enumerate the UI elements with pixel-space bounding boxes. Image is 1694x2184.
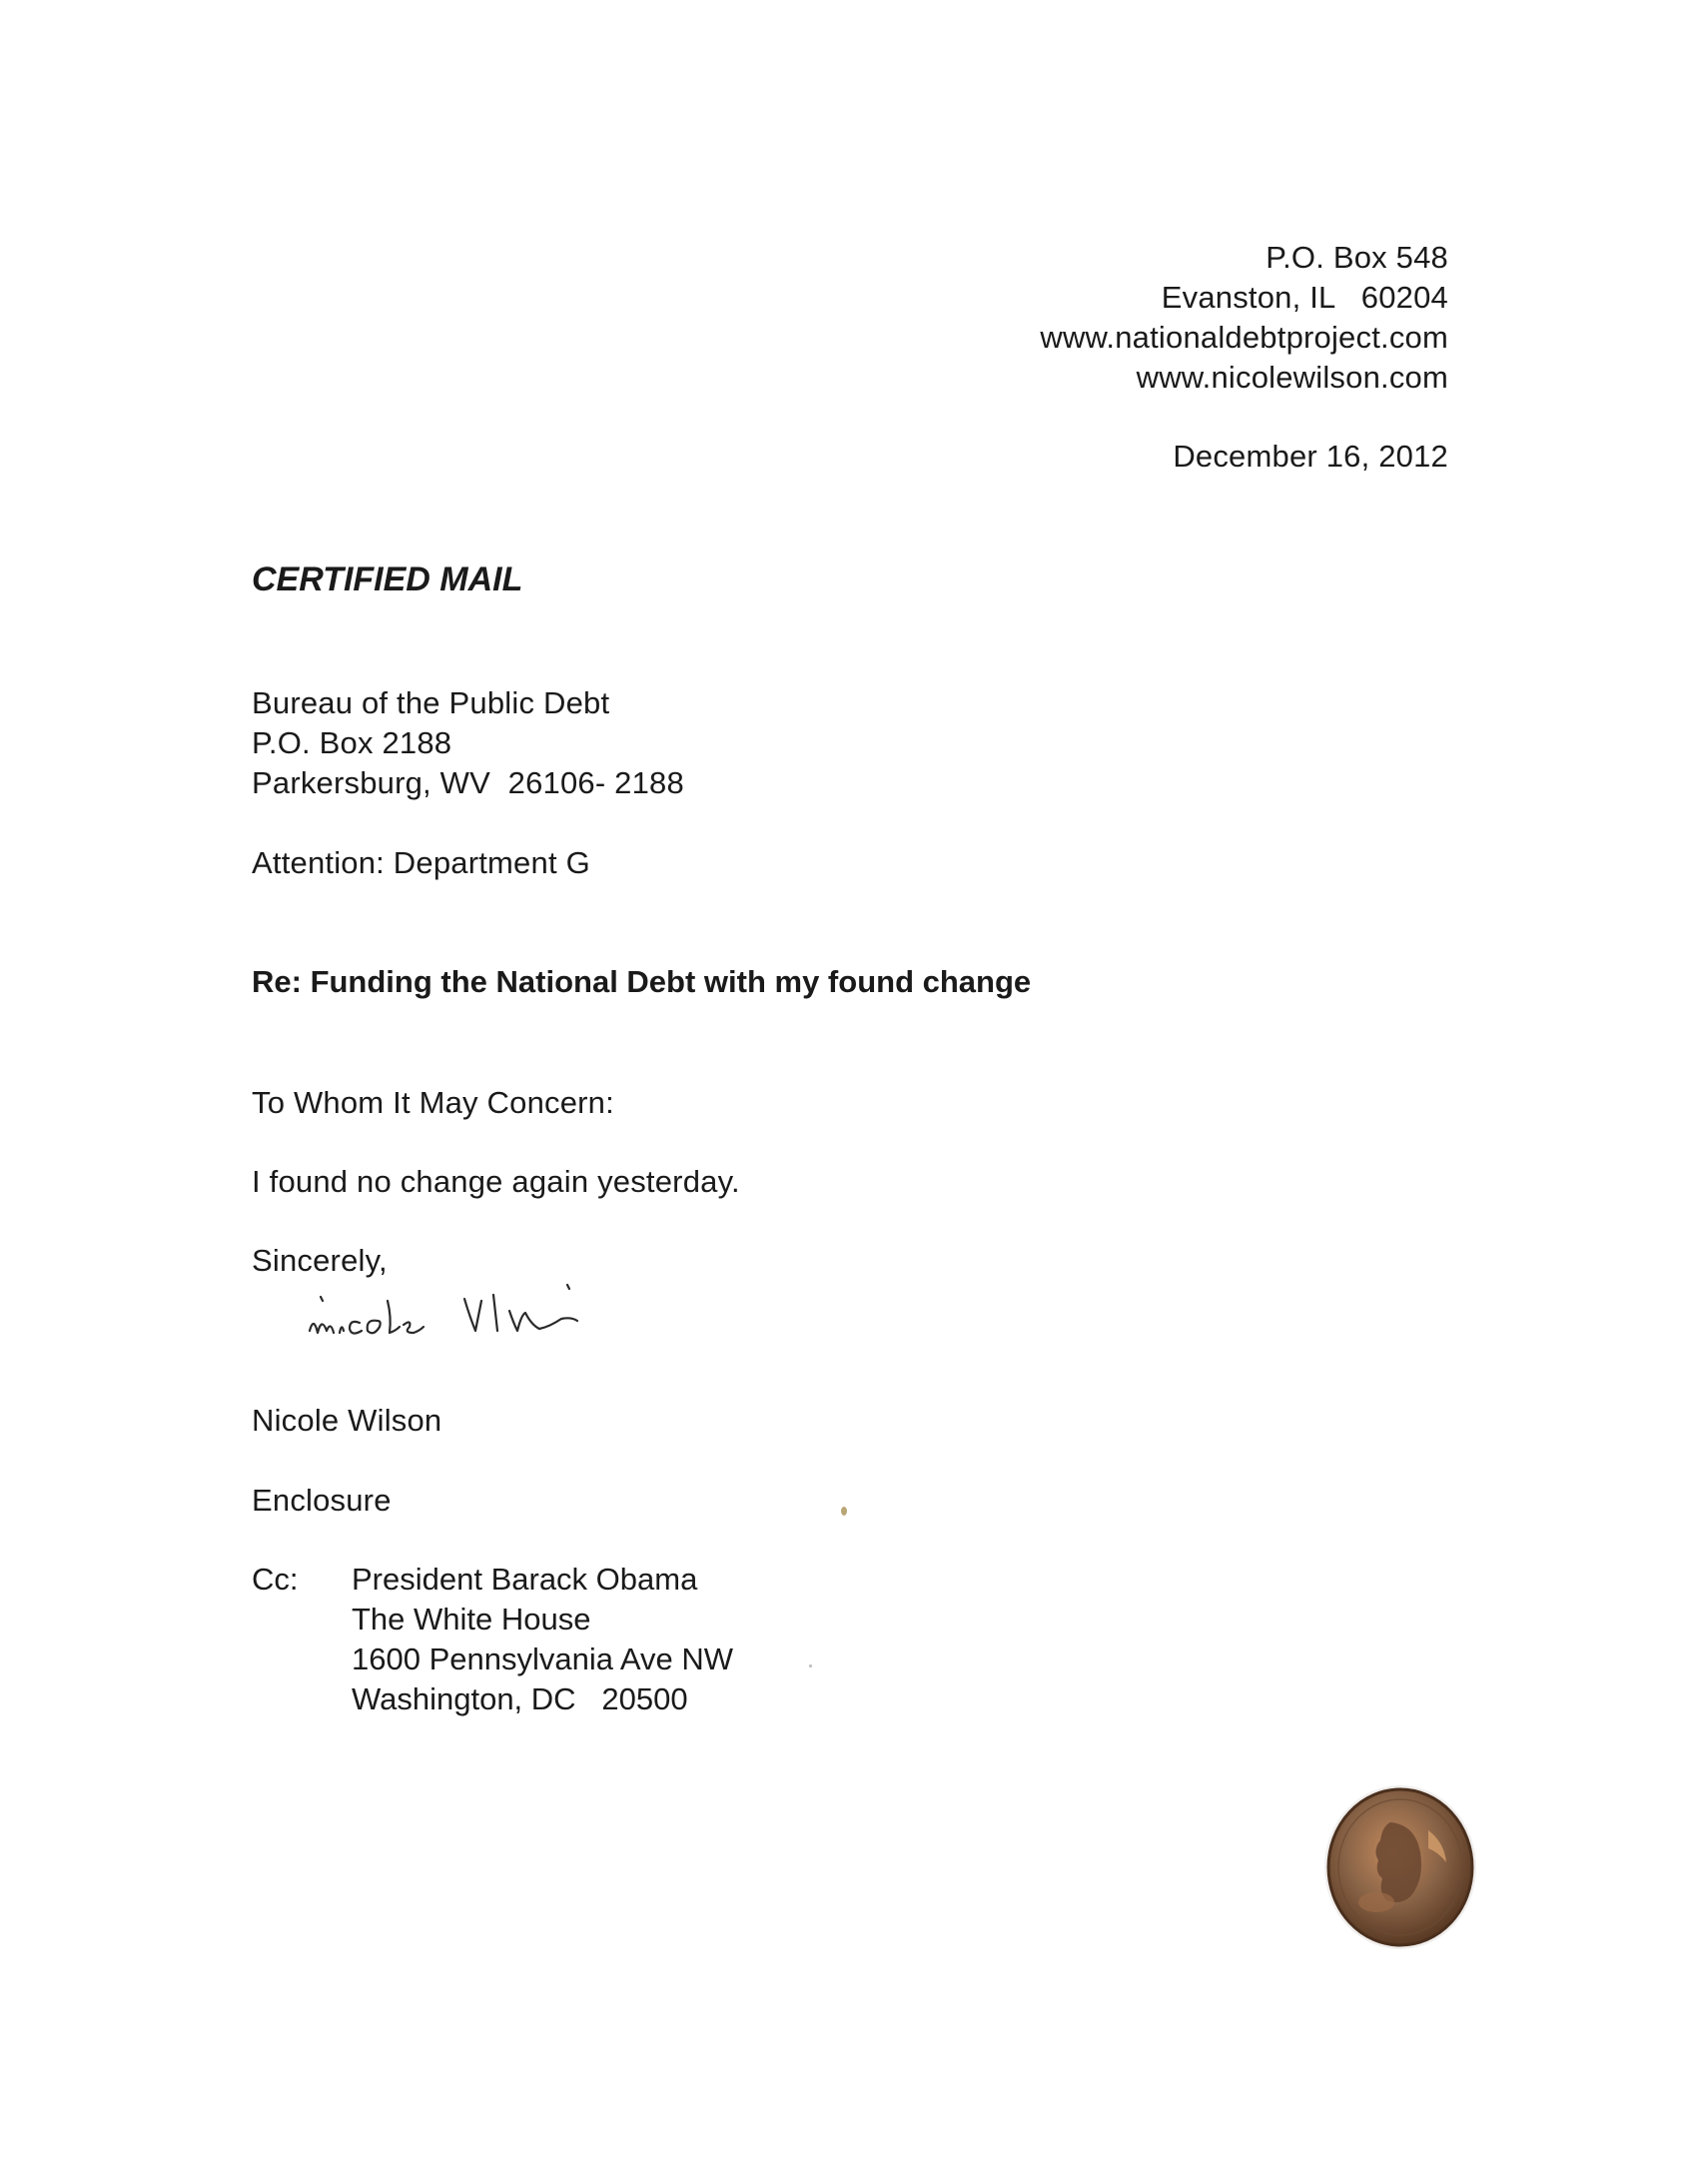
sender-website-1: www.nationaldebtproject.com [1040, 320, 1448, 355]
paper-speck [809, 1664, 812, 1667]
sender-website-2: www.nicolewilson.com [1136, 360, 1448, 395]
handwritten-signature [300, 1261, 679, 1371]
recipient-po-box: P.O. Box 2188 [252, 725, 452, 760]
cc-line-3: 1600 Pennsylvania Ave NW [352, 1641, 733, 1676]
cc-line-1: President Barack Obama [352, 1562, 698, 1597]
letter-date: December 16, 2012 [1173, 439, 1448, 474]
cc-label: Cc: [252, 1562, 299, 1597]
body-text: I found no change again yesterday. [252, 1164, 740, 1199]
cc-line-4: Washington, DC 20500 [352, 1681, 688, 1716]
sender-city-state-zip: Evanston, IL 60204 [1161, 280, 1448, 315]
penny-coin-image [1320, 1782, 1480, 1952]
subject-line: Re: Funding the National Debt with my found change [252, 964, 1032, 999]
salutation: To Whom It May Concern: [252, 1085, 614, 1120]
recipient-name: Bureau of the Public Debt [252, 685, 610, 720]
paper-speck [841, 1507, 847, 1516]
recipient-city-state-zip: Parkersburg, WV 26106- 2188 [252, 765, 684, 800]
attention-line: Attention: Department G [252, 845, 590, 880]
enclosure-note: Enclosure [252, 1483, 392, 1518]
signer-name: Nicole Wilson [252, 1403, 442, 1438]
cc-line-2: The White House [352, 1602, 591, 1637]
certified-mail-heading: CERTIFIED MAIL [252, 560, 523, 598]
sender-po-box: P.O. Box 548 [1266, 240, 1448, 275]
closing: Sincerely, [252, 1243, 388, 1278]
